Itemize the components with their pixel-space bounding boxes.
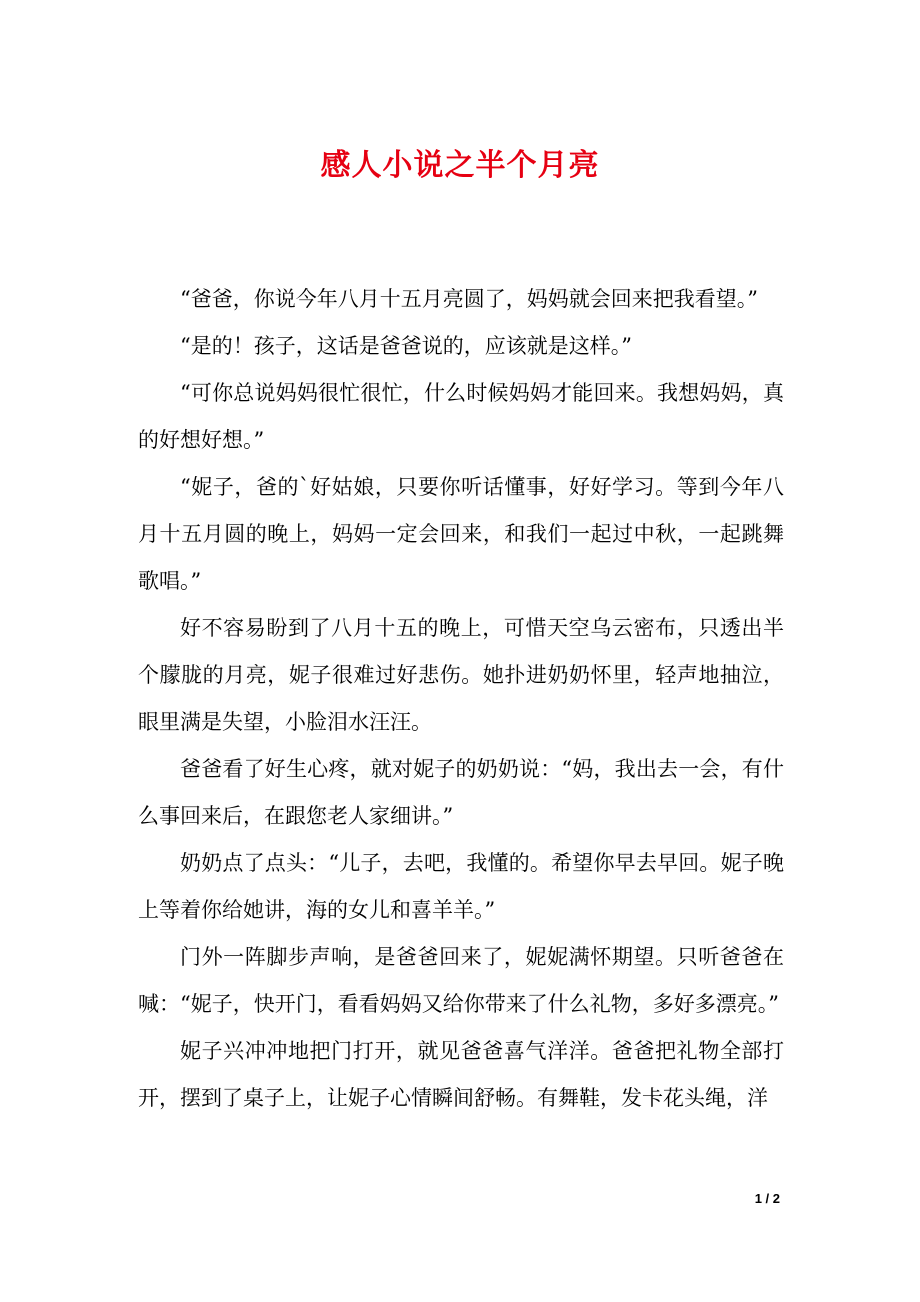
paragraph: “爸爸，你说今年八月十五月亮圆了，妈妈就会回来把我看望。” xyxy=(180,287,758,311)
paragraph: 妮子兴冲冲地把门打开，就见爸爸喜气洋洋。爸爸把礼物全部打开，摆到了桌子上，让妮子心情瞬间舒畅。有舞鞋，发卡花头绳，洋 xyxy=(138,1039,784,1110)
paragraph: 门外一阵脚步声响，是爸爸回来了，妮妮满怀期望。只听爸爸在喊：“妮子，快开门，看看妈妈又给你带来了什么礼物，多好多漂亮。” xyxy=(138,945,784,1016)
paragraph: 爸爸看了好生心疼，就对妮子的奶奶说：“妈，我出去一会，有什么事回来后，在跟您老人家细讲。” xyxy=(138,757,784,828)
paragraph: 好不容易盼到了八月十五的晚上，可惜天空乌云密布，只透出半个朦胧的月亮，妮子很难过好悲伤。她扑进奶奶怀里，轻声地抽泣，眼里满是失望，小脸泪水汪汪。 xyxy=(138,616,784,734)
paragraph: 奶奶点了点头：“儿子，去吧，我懂的。希望你早去早回。妮子晚上等着你给她讲，海的女儿和喜羊羊。” xyxy=(138,851,784,922)
paragraph: “可你总说妈妈很忙很忙，什么时候妈妈才能回来。我想妈妈，真的好想好想。” xyxy=(138,381,784,452)
page-number: 1 / 2 xyxy=(754,1191,780,1206)
paragraph: “是的！孩子，这话是爸爸说的，应该就是这样。” xyxy=(180,334,632,358)
document-title: 感人小说之半个月亮 xyxy=(320,148,600,183)
document-body xyxy=(138,276,784,1122)
paragraph: “妮子，爸的`好姑娘，只要你听话懂事，好好学习。等到今年八月十五月圆的晚上，妈妈一定会回来，和我们一起过中秋，一起跳舞歌唱。” xyxy=(138,475,784,593)
